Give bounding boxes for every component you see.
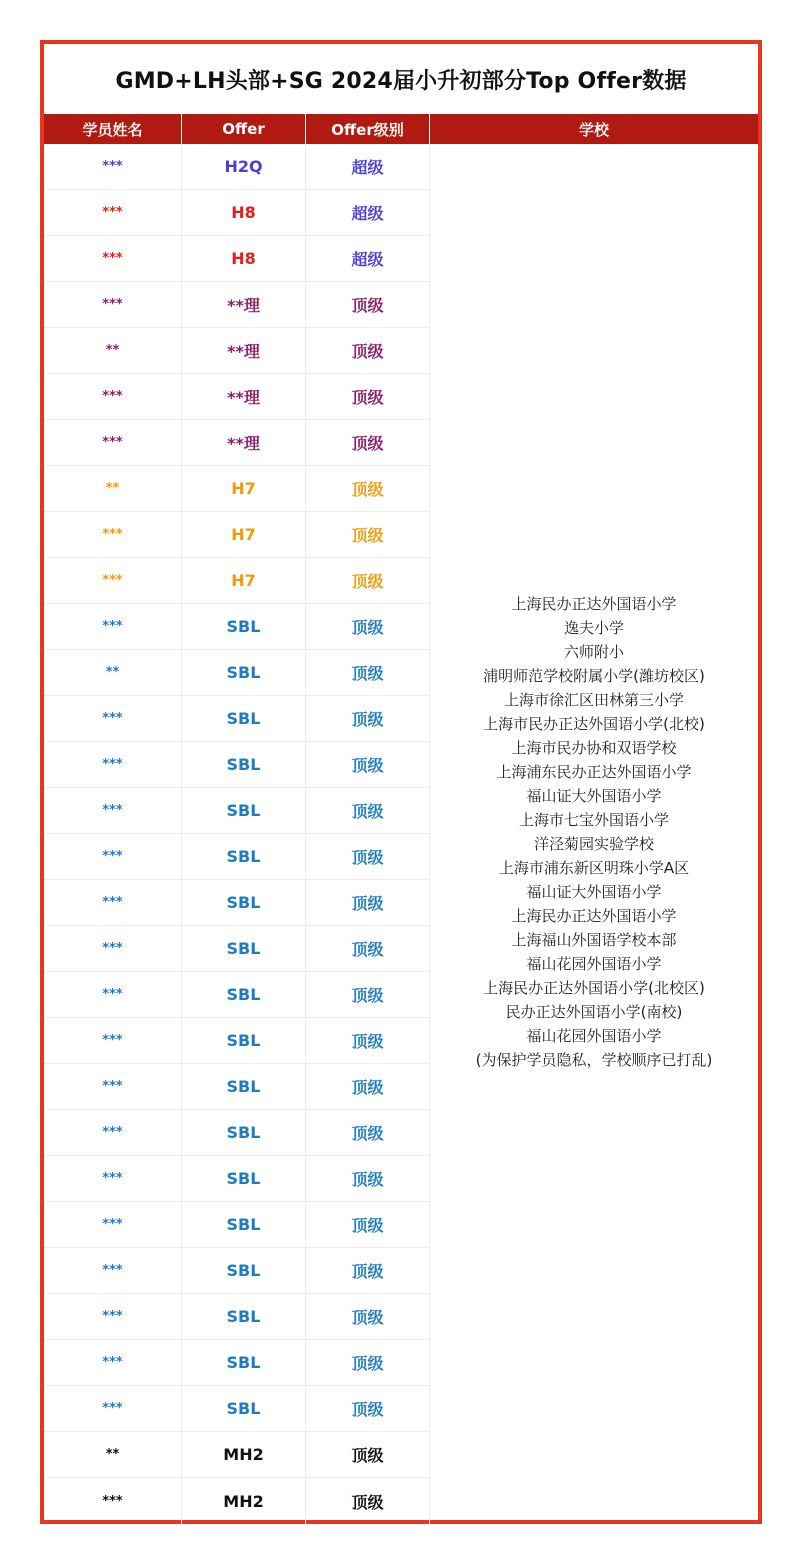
offer-level-cell: 顶级 xyxy=(306,328,430,373)
offer-cell: MH2 xyxy=(182,1478,306,1524)
table-row xyxy=(44,466,430,512)
table-row xyxy=(44,972,430,1018)
student-name-cell: *** xyxy=(44,1386,182,1431)
table-row xyxy=(44,742,430,788)
student-name-cell: *** xyxy=(44,1478,182,1524)
table-row xyxy=(44,1202,430,1248)
table-row xyxy=(44,1018,430,1064)
table-row xyxy=(44,788,430,834)
offer-level-cell: 顶级 xyxy=(306,650,430,695)
table-row xyxy=(44,604,430,650)
school-item: 上海市徐汇区田林第三小学 xyxy=(503,691,684,709)
table-row xyxy=(44,1432,430,1478)
offer-level-cell: 顶级 xyxy=(306,1110,430,1155)
offer-cell: SBL xyxy=(182,1248,306,1293)
offer-cell: SBL xyxy=(182,1156,306,1201)
offer-level-cell: 顶级 xyxy=(306,282,430,327)
offer-cell: SBL xyxy=(182,834,306,879)
school-item: 上海民办正达外国语小学 xyxy=(511,595,677,613)
offer-level-cell: 顶级 xyxy=(306,374,430,419)
table-row xyxy=(44,1110,430,1156)
table-row xyxy=(44,880,430,926)
student-name-cell: *** xyxy=(44,604,182,649)
offer-cell: SBL xyxy=(182,1294,306,1339)
offer-level-cell: 超级 xyxy=(306,236,430,281)
offer-level-cell: 顶级 xyxy=(306,1156,430,1201)
table-row xyxy=(44,1064,430,1110)
student-name-cell: *** xyxy=(44,1156,182,1201)
student-name-cell: *** xyxy=(44,696,182,741)
offer-level-cell: 顶级 xyxy=(306,1478,430,1524)
offer-cell: H7 xyxy=(182,466,306,511)
student-name-cell: *** xyxy=(44,374,182,419)
table-row xyxy=(44,144,430,190)
school-item: 上海浦东民办正达外国语小学 xyxy=(496,763,692,781)
school-item: 逸夫小学 xyxy=(563,619,624,637)
offer-level-cell: 顶级 xyxy=(306,788,430,833)
offer-cell: SBL xyxy=(182,788,306,833)
student-name-cell: ** xyxy=(44,650,182,695)
student-name-cell: *** xyxy=(44,512,182,557)
offer-cell: H7 xyxy=(182,558,306,603)
offer-cell: **理 xyxy=(182,282,306,327)
page-title: GMD+LH头部+SG 2024届小升初部分Top Offer数据 xyxy=(115,68,687,94)
table-row xyxy=(44,1386,430,1432)
offer-cell: SBL xyxy=(182,1110,306,1155)
offer-level-cell: 顶级 xyxy=(306,1064,430,1109)
offer-cell: H2Q xyxy=(182,144,306,189)
school-item: 上海民办正达外国语小学 xyxy=(511,907,677,925)
offer-table-frame xyxy=(40,40,762,1524)
student-name-cell: *** xyxy=(44,1110,182,1155)
offer-cell: SBL xyxy=(182,972,306,1017)
school-item: 上海市民办协和双语学校 xyxy=(511,739,677,757)
offer-level-cell: 超级 xyxy=(306,190,430,235)
student-name-cell: *** xyxy=(44,1064,182,1109)
school-item: 浦明师范学校附属小学(潍坊校区) xyxy=(483,667,705,685)
table-row xyxy=(44,190,430,236)
offer-cell: H8 xyxy=(182,236,306,281)
school-list-cell xyxy=(430,144,758,1520)
offer-cell: SBL xyxy=(182,604,306,649)
offer-level-cell: 超级 xyxy=(306,144,430,189)
school-item: 上海民办正达外国语小学(北校区) xyxy=(483,979,705,997)
offer-cell: SBL xyxy=(182,1202,306,1247)
offer-cell: H7 xyxy=(182,512,306,557)
school-item: 民办正达外国语小学(南校) xyxy=(505,1003,683,1021)
table-row xyxy=(44,926,430,972)
student-name-cell: *** xyxy=(44,282,182,327)
student-name-cell: *** xyxy=(44,1340,182,1385)
offer-level-cell: 顶级 xyxy=(306,834,430,879)
header-school: 学校 xyxy=(578,120,609,139)
table-row xyxy=(44,1248,430,1294)
school-item: 福山花园外国语小学 xyxy=(526,1027,662,1045)
offer-level-cell: 顶级 xyxy=(306,466,430,511)
school-item: 上海市浦东新区明珠小学A区 xyxy=(498,859,690,877)
table-row xyxy=(44,328,430,374)
student-name-cell: ** xyxy=(44,328,182,373)
school-list xyxy=(476,592,713,1072)
student-name-cell: *** xyxy=(44,1294,182,1339)
student-name-cell: *** xyxy=(44,926,182,971)
offer-level-cell: 顶级 xyxy=(306,972,430,1017)
offer-level-cell: 顶级 xyxy=(306,1018,430,1063)
header-offer: Offer xyxy=(182,114,306,144)
offer-level-cell: 顶级 xyxy=(306,880,430,925)
school-item: 上海市七宝外国语小学 xyxy=(518,811,669,829)
table-row xyxy=(44,1478,430,1524)
offer-level-cell: 顶级 xyxy=(306,1386,430,1431)
offer-level-cell: 顶级 xyxy=(306,1432,430,1477)
table-row xyxy=(44,374,430,420)
table-row xyxy=(44,1294,430,1340)
table-body xyxy=(44,144,430,1524)
student-name-cell: *** xyxy=(44,1248,182,1293)
offer-cell: SBL xyxy=(182,1340,306,1385)
table-row xyxy=(44,834,430,880)
school-item: 福山花园外国语小学 xyxy=(526,955,662,973)
header-offer-level: Offer级别 xyxy=(306,114,430,144)
student-name-cell: *** xyxy=(44,742,182,787)
table-header xyxy=(44,114,758,144)
school-item: 上海福山外国语学校本部 xyxy=(511,931,677,949)
table-row xyxy=(44,512,430,558)
offer-level-cell: 顶级 xyxy=(306,604,430,649)
student-name-cell: *** xyxy=(44,788,182,833)
offer-cell: SBL xyxy=(182,1064,306,1109)
offer-cell: SBL xyxy=(182,650,306,695)
school-item: 上海市民办正达外国语小学(北校) xyxy=(483,715,705,733)
student-name-cell: *** xyxy=(44,190,182,235)
table-row xyxy=(44,1156,430,1202)
student-name-cell: *** xyxy=(44,1202,182,1247)
offer-cell: SBL xyxy=(182,1386,306,1431)
offer-cell: SBL xyxy=(182,696,306,741)
school-item: 福山证大外国语小学 xyxy=(526,787,662,805)
student-name-cell: *** xyxy=(44,558,182,603)
table-row xyxy=(44,420,430,466)
school-item: 六师附小 xyxy=(563,643,624,661)
offer-level-cell: 顶级 xyxy=(306,742,430,787)
offer-cell: **理 xyxy=(182,328,306,373)
offer-level-cell: 顶级 xyxy=(306,420,430,465)
offer-cell: SBL xyxy=(182,926,306,971)
school-item: (为保护学员隐私，学校顺序已打乱) xyxy=(475,1051,713,1069)
student-name-cell: *** xyxy=(44,972,182,1017)
table-row xyxy=(44,1340,430,1386)
student-name-cell: ** xyxy=(44,1432,182,1477)
table-row xyxy=(44,650,430,696)
offer-cell: H8 xyxy=(182,190,306,235)
offer-cell: **理 xyxy=(182,374,306,419)
student-name-cell: *** xyxy=(44,1018,182,1063)
school-item: 福山证大外国语小学 xyxy=(526,883,662,901)
school-item: 洋泾菊园实验学校 xyxy=(533,835,654,853)
table-row xyxy=(44,696,430,742)
student-name-cell: ** xyxy=(44,466,182,511)
offer-level-cell: 顶级 xyxy=(306,512,430,557)
offer-level-cell: 顶级 xyxy=(306,1202,430,1247)
offer-level-cell: 顶级 xyxy=(306,1294,430,1339)
offer-cell: SBL xyxy=(182,1018,306,1063)
student-name-cell: *** xyxy=(44,420,182,465)
student-name-cell: *** xyxy=(44,144,182,189)
student-name-cell: *** xyxy=(44,834,182,879)
offer-level-cell: 顶级 xyxy=(306,558,430,603)
offer-cell: SBL xyxy=(182,742,306,787)
offer-level-cell: 顶级 xyxy=(306,926,430,971)
table-row xyxy=(44,282,430,328)
offer-level-cell: 顶级 xyxy=(306,1248,430,1293)
student-name-cell: *** xyxy=(44,880,182,925)
offer-cell: **理 xyxy=(182,420,306,465)
header-student-name: 学员姓名 xyxy=(44,114,182,144)
offer-level-cell: 顶级 xyxy=(306,1340,430,1385)
offer-level-cell: 顶级 xyxy=(306,696,430,741)
offer-cell: SBL xyxy=(182,880,306,925)
student-name-cell: *** xyxy=(44,236,182,281)
offer-cell: MH2 xyxy=(182,1432,306,1477)
table-row xyxy=(44,558,430,604)
table-row xyxy=(44,236,430,282)
